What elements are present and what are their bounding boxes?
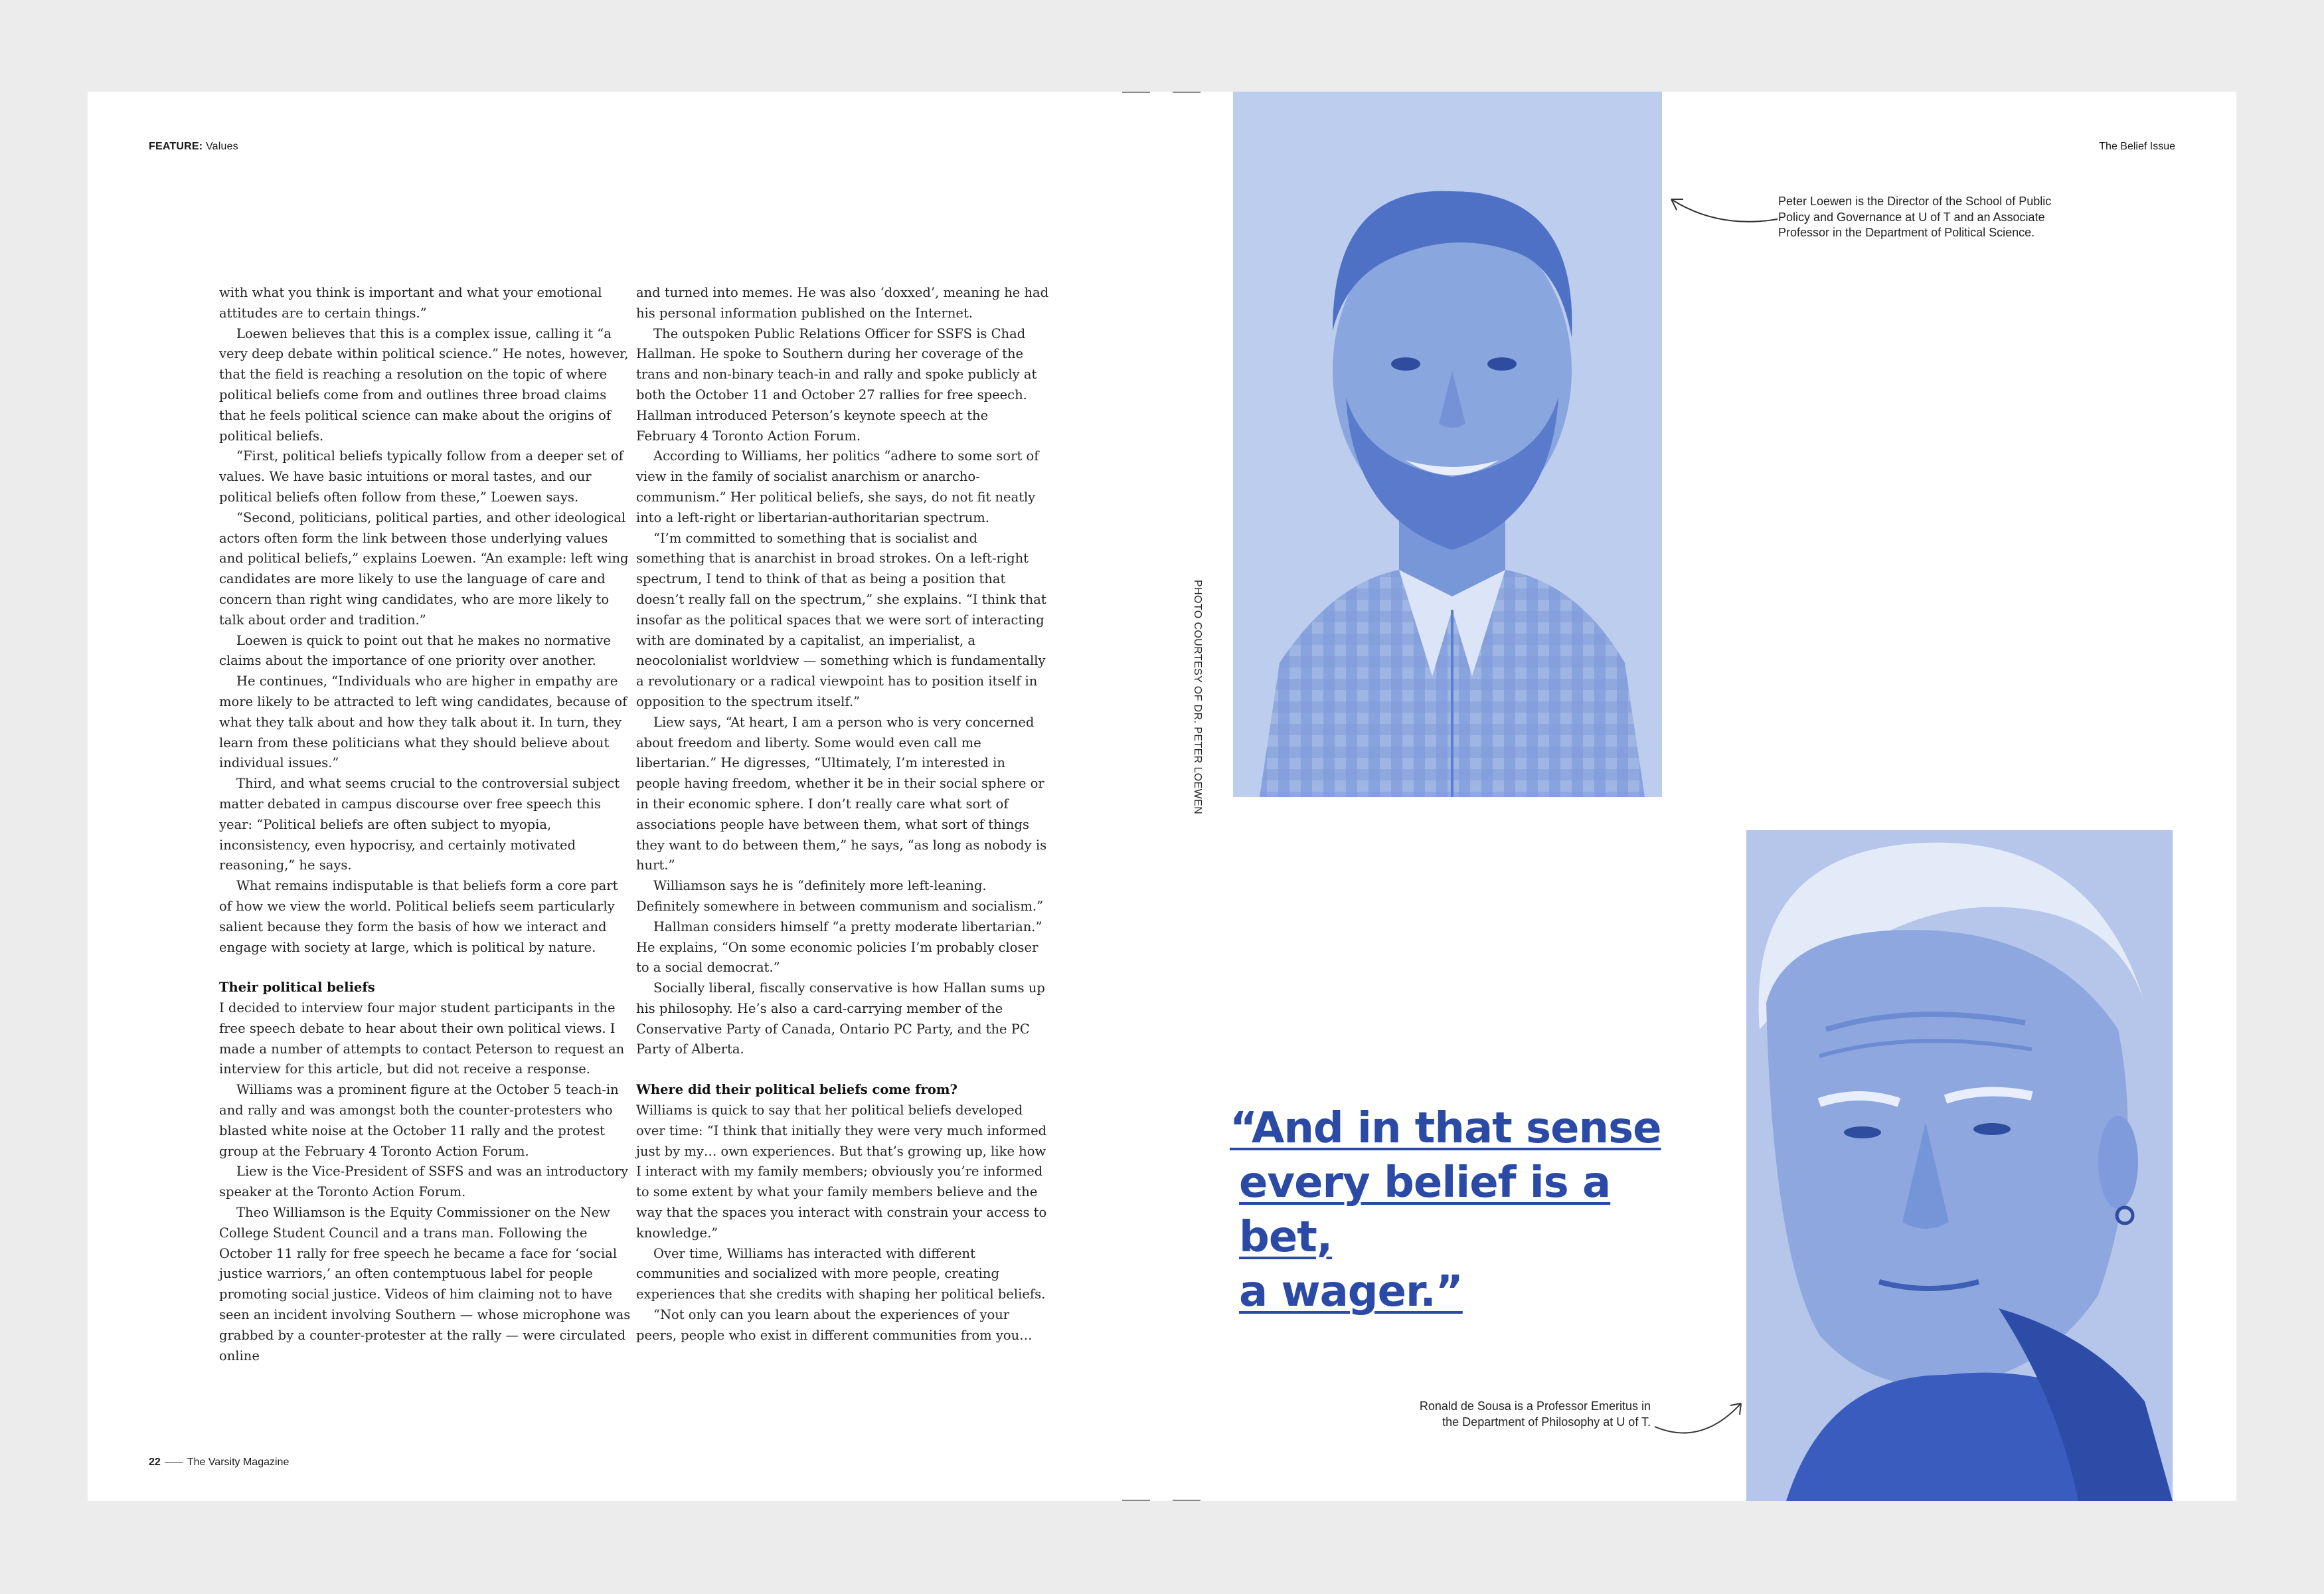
caption-loewen: Peter Loewen is the Director of the School of Public Policy and Governance at U of T and an Associate Professor in the Department of Political Science. — [1778, 195, 2052, 239]
publication-name: The Varsity Magazine — [187, 1457, 290, 1468]
pull-quote-line: every belief is a bet, — [1239, 1158, 1611, 1262]
paragraph: Hallman considers himself “a pretty moderate libertarian.” He explains, “On some economic policies I’m probably closer to a social democrat.” — [636, 919, 1042, 976]
paragraph: What remains indisputable is that beliefs form a core part of how we view the world. Political beliefs seem particularly salient because they form the basis of how we interact and engage with society at large, which is political by nature. — [219, 878, 618, 955]
paragraph: and turned into memes. He was also ‘doxxed’, meaning he had his personal information published on the Internet. — [636, 285, 1049, 321]
article-column-1 — [219, 283, 632, 1366]
caption-arrow-bottom — [1648, 1393, 1754, 1447]
paragraph: “Second, politicians, political parties, and other ideological actors often form the link between those underlying values and political beliefs,” explains Loewen. “An example: left wing candidates are more likely to use the language of care and concern than right wing candidates, who are more likely to talk about order and tradition.” — [219, 509, 629, 628]
footer-divider — [165, 1462, 183, 1463]
paragraph: Theo Williamson is the Equity Commissioner on the New College Student Council and a trans man. Following the October 11 rally for free speech he became a face for ‘social justice warriors,’ an often contemptuous label for people promoting social justice. Videos of him claiming not to have seen an incident involving Southern — whose microphone was grabbed by a counter-protester at the rally — were circulated online — [219, 1205, 631, 1364]
caption-de-sousa: Ronald de Sousa is a Professor Emeritus in the Department of Philosophy at U of T. — [1419, 1399, 1651, 1429]
paragraph: Socially liberal, fiscally conservative is how Hallan sums up his philosophy. He’s also a card-carrying member of the Conservative Party of Canada, Ontario PC Party, and the PC Party of Alberta. — [636, 980, 1045, 1057]
paragraph: Liew says, “At heart, I am a person who is very concerned about freedom and liberty. Some would even call me libertarian.” He digresses, “Ultimately, I’m interested in people having freedom, whether it be in their social sphere or in their economic sphere. I don’t really care what sort of associations people have between them, what sort of things they want to do between them,” he says, “as long as nobody is hurt.” — [636, 714, 1047, 873]
paragraph: Liew is the Vice-President of SSFS and was an introductory speaker at the Toronto Action Forum. — [219, 1164, 629, 1200]
paragraph: Williams is quick to say that her political beliefs developed over time: “I think that initially they were very much informed just by my… own experiences. But that’s growing up, like how I interact with my family members; obviously you’re informed to some extent by what your family members believe and the way that the spaces you interact with constrain your access to knowledge.” — [636, 1103, 1047, 1241]
portrait-illustration — [1233, 92, 1662, 797]
paragraph: Williamson says he is “definitely more left-leaning. Definitely somewhere in between communism and socialism.” — [636, 878, 1044, 914]
article-column-2 — [636, 283, 1049, 1346]
paragraph: Third, and what seems crucial to the controversial subject matter debated in campus discourse over free speech this year: “Political beliefs are often subject to myopia, inconsistency, even hypocrisy, and certainly motivated reasoning,” he says. — [219, 776, 620, 873]
paragraph: “I’m committed to something that is socialist and something that is anarchist in broad strokes. On a left-right spectrum, I tend to think of that as being a position that doesn’t really fall on the spectrum,” she explains. “I think that insofar as the political spaces that we were sort of interacting with are dominated by a capitalist, an imperialist, a neocolonialist worldview — something which is fundamentally a revolutionary or a radical viewpoint has to position itself in opposition to the spectrum itself.” — [636, 530, 1046, 709]
fold-mark-bottom-left — [1122, 1500, 1150, 1501]
pull-quote — [1230, 1101, 1695, 1319]
page-number: 22 — [149, 1457, 161, 1468]
paragraph: Williams was a prominent figure at the October 5 teach-in and rally and was amongst both the counter-protesters who blasted white noise at the October 11 rally and the protest group at the February 4 Toronto Action Forum. — [219, 1082, 619, 1159]
issue-title: The Belief Issue — [2099, 141, 2175, 152]
paragraph: Over time, Williams has interacted with different communities and socialized with more people, creating experiences that she credits with shaping her political beliefs. — [636, 1245, 1046, 1302]
photo-peter-loewen — [1233, 92, 1662, 797]
caption-arrow-top — [1625, 179, 1784, 232]
paragraph: He continues, “Individuals who are higher in empathy are more likely to be attracted to left wing candidates, because of what they talk about and how they talk about it. In turn, they learn from these politicians what they should believe about individual issues.” — [219, 673, 627, 771]
section-header — [149, 141, 238, 153]
magazine-spread — [88, 92, 2236, 1501]
paragraph: Loewen believes that this is a complex issue, calling it “a very deep debate within political science.” He notes, however, that the field is reaching a resolution on the topic of where political beliefs come from and outlines three broad claims that he feels political science can make about the origins of political beliefs. — [219, 325, 629, 444]
photo-credit: PHOTO COURTESY OF DR. PETER LOEWEN — [1192, 580, 1203, 815]
fold-mark-top-left — [1122, 92, 1150, 93]
fold-mark-top-right — [1173, 92, 1201, 93]
paragraph: “First, political beliefs typically follow from a deeper set of values. We have basic intuitions or moral tastes, and our political beliefs often follow from these,” Loewen says. — [219, 448, 623, 505]
fold-mark-bottom-right — [1173, 1500, 1201, 1501]
photo-ronald-de-sousa — [1746, 830, 2173, 1501]
section-name: Values — [205, 141, 238, 152]
paragraph: According to Williams, her politics “adhere to some sort of view in the family of socialist anarchism or anarcho-communism.” Her political beliefs, she says, do not fit neatly into a left-right or libertarian-authoritarian spectrum. — [636, 448, 1039, 525]
section-label: FEATURE: — [149, 141, 203, 152]
page-footer — [149, 1457, 289, 1468]
paragraph: with what you think is important and what your emotional attitudes are to certain things.” — [219, 285, 602, 321]
portrait-illustration — [1746, 830, 2173, 1501]
pull-quote-line: a wager.” — [1239, 1267, 1463, 1316]
paragraph: The outspoken Public Relations Officer for SSFS is Chad Hallman. He spoke to Southern during her coverage of the trans and non-binary teach-in and rally and spoke publicly at both the October 11 and October 27 rallies for free speech. Hallman introduced Peterson’s keynote speech at the February 4 Toronto Action Forum. — [636, 325, 1037, 444]
paragraph: I decided to interview four major student participants in the free speech debate to hear about their own political views. I made a number of attempts to contact Peterson to request an interview for this article, but did not receive a response. — [219, 1000, 625, 1077]
paragraph: “Not only can you learn about the experiences of your peers, people who exist in different communities from you… — [636, 1307, 1033, 1343]
section-heading: Their political beliefs — [219, 980, 375, 996]
section-heading: Where did their political beliefs come from? — [636, 1082, 957, 1098]
paragraph: Loewen is quick to point out that he makes no normative claims about the importance of one priority over another. — [219, 632, 611, 669]
pull-quote-line: “And in that sense — [1230, 1104, 1661, 1153]
